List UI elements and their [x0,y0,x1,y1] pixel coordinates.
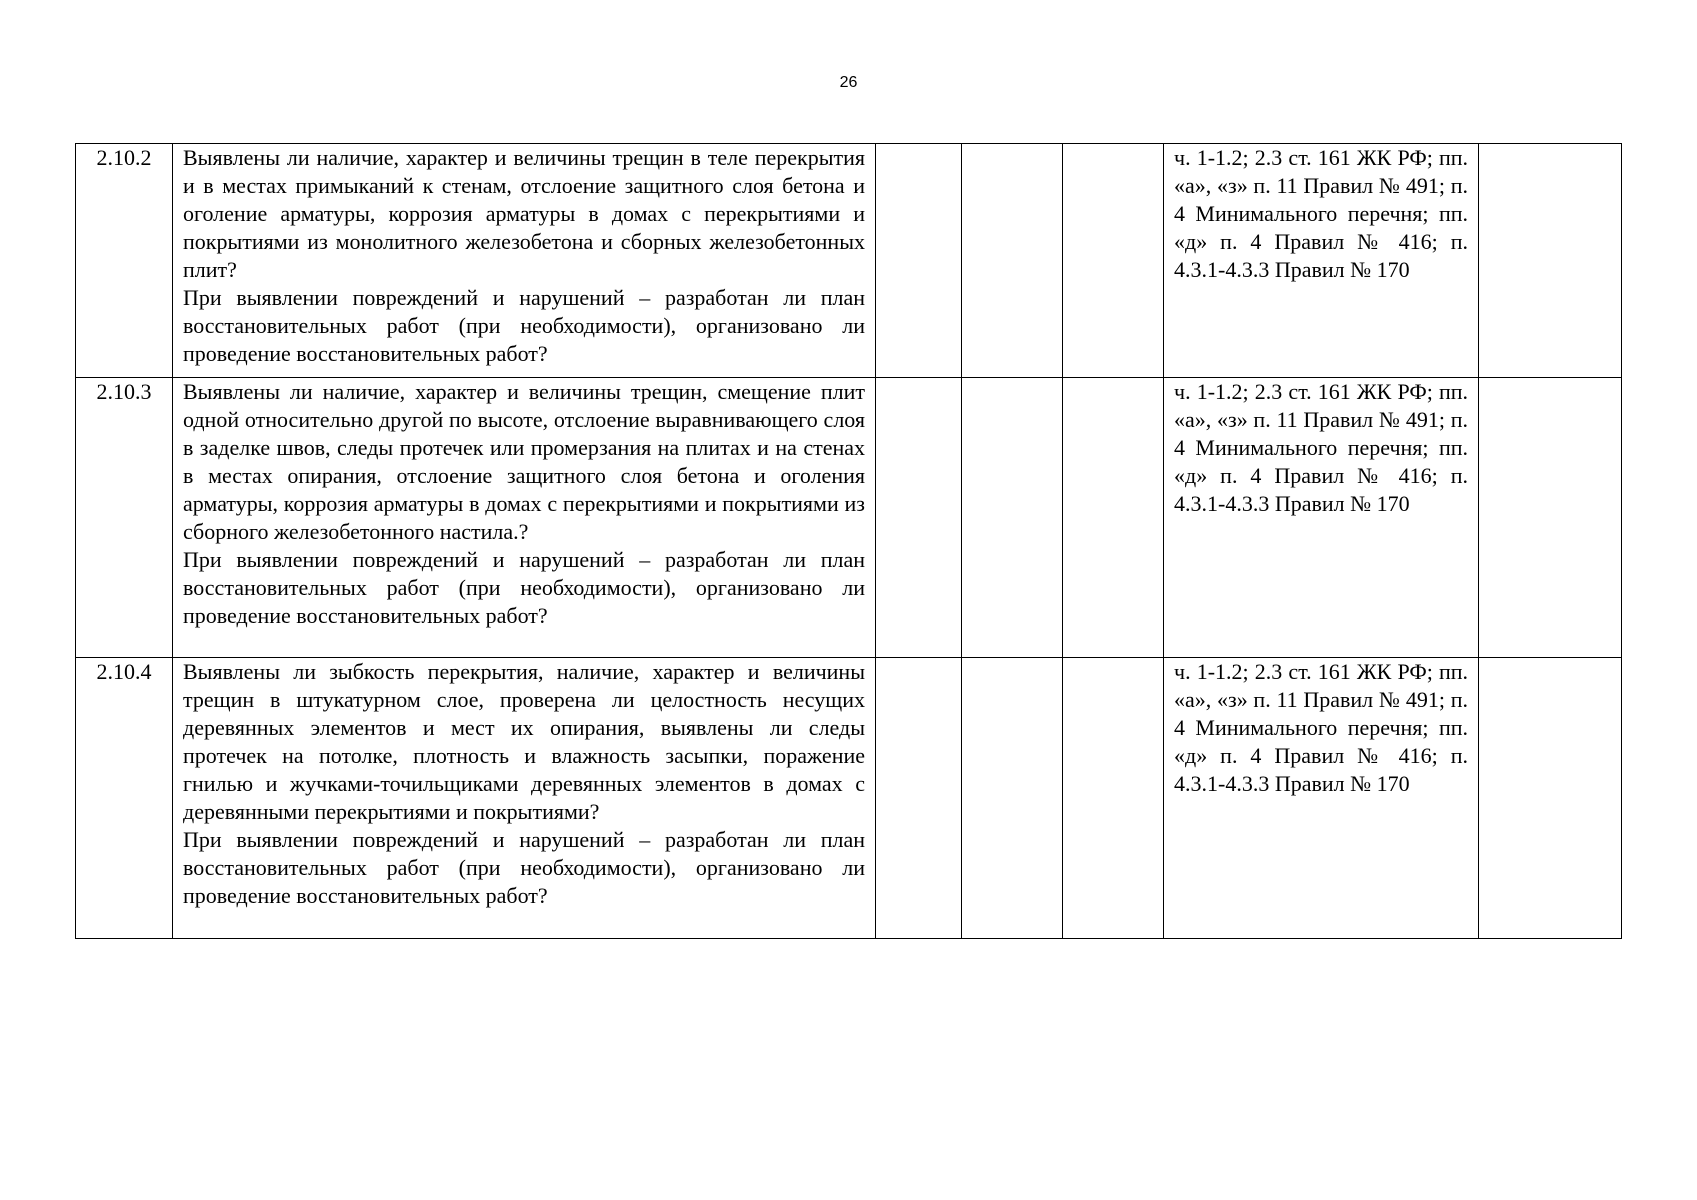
reference-cell: ч. 1-1.2; 2.3 ст. 161 ЖК РФ; пп. «а», «з» п. 11 Правил № 491; п. 4 Минимального перечня; пп. «д» п. 4 Правил № 416; п. 4.3.1-4.3.3 Правил № 170 [1164,658,1479,939]
answer-yes-cell[interactable] [876,658,962,939]
question-paragraph: При выявлении повреждений и нарушений – разработан ли план восстановительных работ (при необходимости), организовано ли проведение восстановительных работ? [183,547,865,628]
question-cell [173,658,876,939]
page-number: 26 [839,74,858,91]
item-number-cell: 2.10.2 [76,144,173,378]
table-row [76,658,1622,939]
item-number-cell: 2.10.3 [76,378,173,658]
note-cell[interactable] [1479,658,1622,939]
answer-no-cell[interactable] [962,144,1063,378]
question-paragraph: При выявлении повреждений и нарушений – разработан ли план восстановительных работ (при необходимости), организовано ли проведение восстановительных работ? [183,285,865,366]
question-cell [173,144,876,378]
note-cell[interactable] [1479,378,1622,658]
answer-no-cell[interactable] [962,378,1063,658]
table-row [76,378,1622,658]
question-paragraph: Выявлены ли наличие, характер и величины трещин, смещение плит одной относительно другой по высоте, отслоение выравнивающего слоя в заделке швов, следы протечек или промерзания на плитах и на стенах в местах опирания, отслоение защитного слоя бетона и оголения арматуры, коррозия арматуры в домах с перекрытиями и покрытиями из сборного железобетонного настила.? [183,379,865,544]
answer-yes-cell[interactable] [876,144,962,378]
table-row [76,144,1622,378]
question-paragraph: При выявлении повреждений и нарушений – разработан ли план восстановительных работ (при необходимости), организовано ли проведение восстановительных работ? [183,827,865,908]
answer-na-cell[interactable] [1063,378,1164,658]
answer-na-cell[interactable] [1063,144,1164,378]
item-number-cell: 2.10.4 [76,658,173,939]
question-paragraph: Выявлены ли зыбкость перекрытия, наличие, характер и величины трещин в штукатурном слое, проверена ли целостность несущих деревянных элементов и мест их опирания, выявлены ли следы протечек на потолке, плотность и влажность засыпки, поражение гнилью и жучками-точильщиками деревянных элементов в домах с деревянными перекрытиями и покрытиями? [183,659,865,824]
answer-na-cell[interactable] [1063,658,1164,939]
note-cell[interactable] [1479,144,1622,378]
question-cell [173,378,876,658]
question-paragraph: Выявлены ли наличие, характер и величины трещин в теле перекрытия и в местах примыканий к стенам, отслоение защитного слоя бетона и оголение арматуры, коррозия арматуры в домах с перекрытиями и покрытиями из монолитного железобетона и сборных железобетонных плит? [183,145,865,282]
checklist-table [75,143,1622,939]
reference-cell: ч. 1-1.2; 2.3 ст. 161 ЖК РФ; пп. «а», «з» п. 11 Правил № 491; п. 4 Минимального перечня; пп. «д» п. 4 Правил № 416; п. 4.3.1-4.3.3 Правил № 170 [1164,378,1479,658]
answer-no-cell[interactable] [962,658,1063,939]
answer-yes-cell[interactable] [876,378,962,658]
reference-cell: ч. 1-1.2; 2.3 ст. 161 ЖК РФ; пп. «а», «з» п. 11 Правил № 491; п. 4 Минимального перечня; пп. «д» п. 4 Правил № 416; п. 4.3.1-4.3.3 Правил № 170 [1164,144,1479,378]
